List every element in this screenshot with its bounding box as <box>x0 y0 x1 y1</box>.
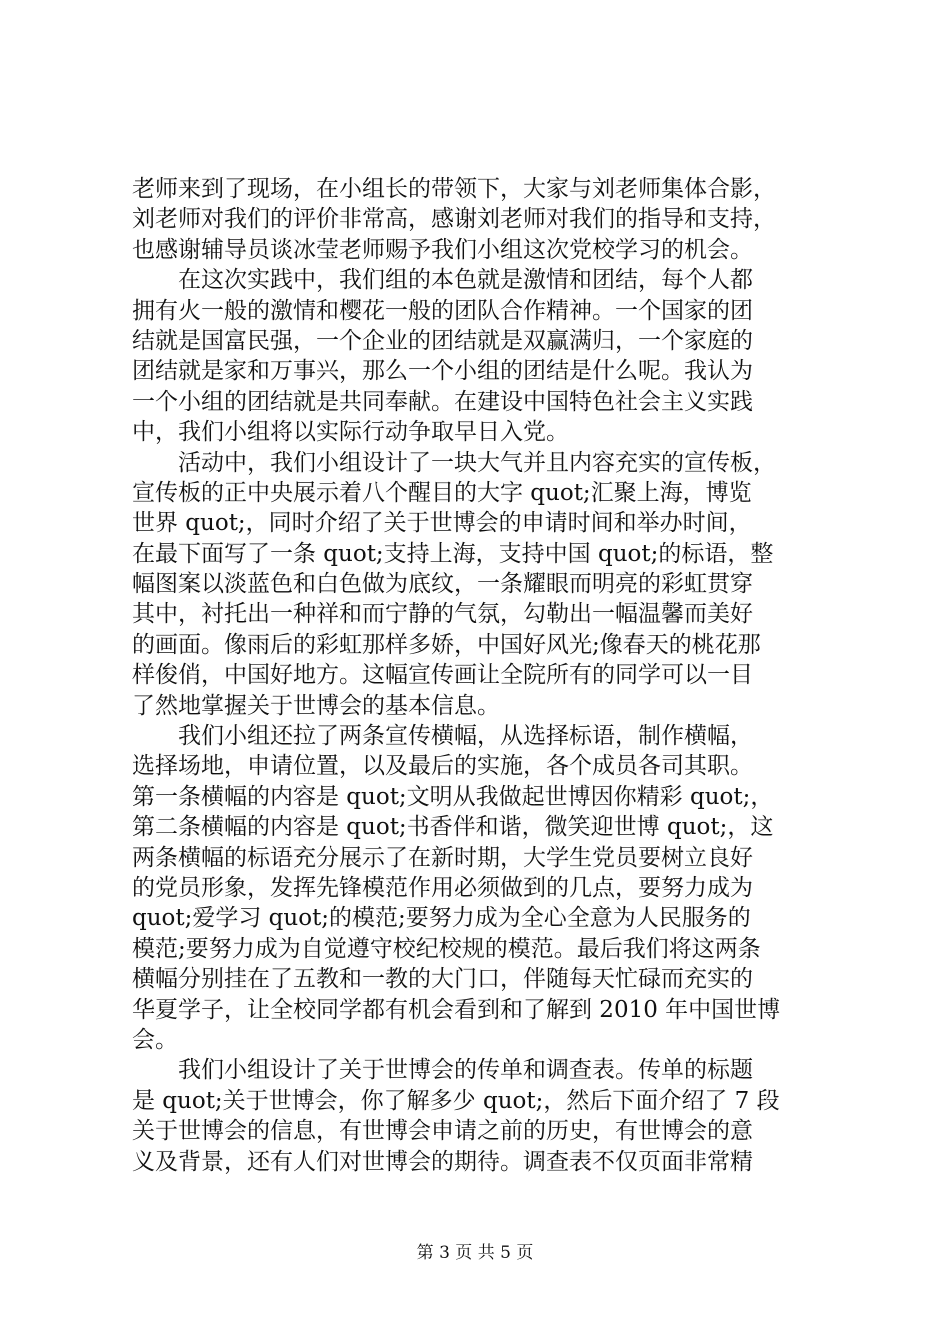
text-line: 幅图案以淡蓝色和白色做为底纹，一条耀眼而明亮的彩虹贯穿 <box>132 571 753 598</box>
text-line: 其中，衬托出一种祥和而宁静的气氛，勾勒出一幅温馨而美好 <box>132 601 753 628</box>
text-line: 的画面。像雨后的彩虹那样多娇，中国好风光;像春天的桃花那 <box>132 631 761 658</box>
paragraph <box>132 721 832 1055</box>
text-line: 中，我们小组将以实际行动争取早日入党。 <box>132 419 569 446</box>
text-line: 的党员形象，发挥先锋模范作用必须做到的几点，要努力成为 <box>132 874 753 901</box>
text-line: 样俊俏，中国好地方。这幅宣传画让全院所有的同学可以一目 <box>132 662 753 689</box>
body-text <box>132 174 832 1177</box>
paragraph <box>132 1055 832 1177</box>
text-line: 横幅分别挂在了五教和一教的大门口，伴随每天忙碌而充实的 <box>132 966 753 993</box>
text-line: 选择场地，申请位置，以及最后的实施，各个成员各司其职。 <box>132 753 753 780</box>
text-line: 会。 <box>132 1026 178 1053</box>
text-line: 一个小组的团结就是共同奉献。在建设中国特色社会主义实践 <box>132 388 753 415</box>
text-line: 了然地掌握关于世博会的基本信息。 <box>132 692 500 719</box>
text-line: 义及背景，还有人们对世博会的期待。调查表不仅页面非常精 <box>132 1148 753 1175</box>
text-line: 第一条横幅的内容是 quot;文明从我做起世博因你精彩 quot;， <box>132 783 774 810</box>
text-line: 团结就是家和万事兴，那么一个小组的团结是什么呢。我认为 <box>132 358 753 385</box>
text-line: 活动中，我们小组设计了一块大气并且内容充实的宣传板， <box>178 449 776 476</box>
text-line: 华夏学子，让全校同学都有机会看到和了解到 2010 年中国世博 <box>132 996 781 1023</box>
text-line: 在最下面写了一条 quot;支持上海，支持中国 quot;的标语，整 <box>132 540 774 567</box>
text-line: 模范;要努力成为自觉遵守校纪校规的模范。最后我们将这两条 <box>132 935 761 962</box>
text-line: 拥有火一般的激情和樱花一般的团队合作精神。一个国家的团 <box>132 297 753 324</box>
text-line: 我们小组还拉了两条宣传横幅，从选择标语，制作横幅， <box>178 723 753 750</box>
page-footer: 第 3 页 共 5 页 <box>416 1243 534 1263</box>
paragraph <box>132 174 832 265</box>
text-line: 我们小组设计了关于世博会的传单和调查表。传单的标题 <box>178 1057 753 1084</box>
text-line: 关于世博会的信息，有世博会申请之前的历史，有世博会的意 <box>132 1118 753 1145</box>
text-line: 两条横幅的标语充分展示了在新时期，大学生党员要树立良好 <box>132 844 753 871</box>
text-line: 世界 quot;，同时介绍了关于世博会的申请时间和举办时间， <box>132 510 752 537</box>
text-line: quot;爱学习 quot;的模范;要努力成为全心全意为人民服务的 <box>132 905 751 932</box>
text-line: 结就是国富民强，一个企业的团结就是双赢满归，一个家庭的 <box>132 327 753 354</box>
text-line: 老师来到了现场，在小组长的带领下，大家与刘老师集体合影， <box>132 176 776 202</box>
text-line: 宣传板的正中央展示着八个醒目的大字 quot;汇聚上海，博览 <box>132 479 752 506</box>
text-line: 是 quot;关于世博会，你了解多少 quot;，然后下面介绍了 7 段 <box>132 1087 780 1114</box>
paragraph <box>132 265 832 447</box>
paragraph <box>132 448 832 722</box>
text-line: 在这次实践中，我们组的本色就是激情和团结，每个人都 <box>178 267 753 294</box>
text-line: 第二条横幅的内容是 quot;书香伴和谐，微笑迎世博 quot;，这 <box>132 814 774 841</box>
text-line: 刘老师对我们的评价非常高，感谢刘老师对我们的指导和支持， <box>132 206 776 233</box>
text-line: 也感谢辅导员谈冰莹老师赐予我们小组这次党校学习的机会。 <box>132 236 753 263</box>
